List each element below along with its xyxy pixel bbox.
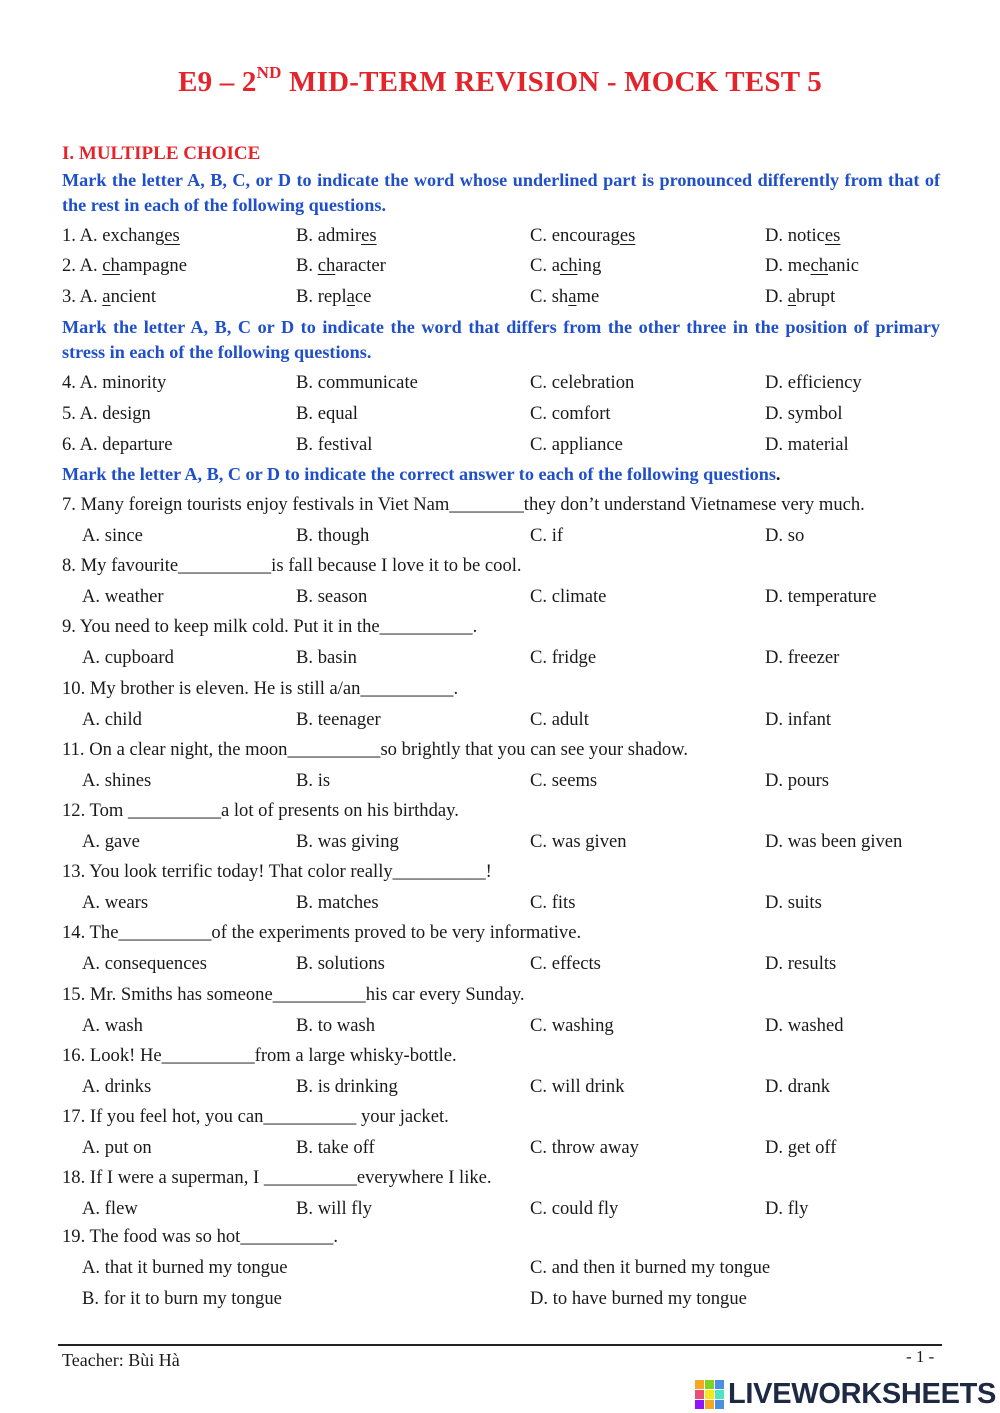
option[interactable]: B. solutions <box>296 953 385 974</box>
option[interactable]: D. material <box>765 434 849 455</box>
option[interactable]: C. could fly <box>530 1198 619 1219</box>
question-row <box>62 430 962 460</box>
option[interactable]: D. so <box>765 525 805 546</box>
question-row <box>62 827 962 857</box>
question-row <box>62 1194 962 1224</box>
option[interactable]: A. wash <box>82 1015 143 1036</box>
option[interactable]: C. effects <box>530 953 601 974</box>
option[interactable]: C. adult <box>530 709 589 730</box>
option[interactable]: B. admires <box>296 225 377 246</box>
option[interactable]: D. results <box>765 953 837 974</box>
option[interactable]: B. festival <box>296 434 373 455</box>
option[interactable]: C. shame <box>530 286 600 307</box>
question-stem: 13. You look terrific today! That color really__________! <box>62 861 492 882</box>
question-stem: 17. If you feel hot, you can__________ your jacket. <box>62 1106 449 1127</box>
option[interactable]: D. pours <box>765 770 830 791</box>
option[interactable]: C. fits <box>530 892 576 913</box>
option[interactable]: C. throw away <box>530 1137 639 1158</box>
option[interactable]: C. comfort <box>530 403 611 424</box>
question-row <box>62 221 962 251</box>
logo-text: LIVEWORKSHEETS <box>728 1377 997 1410</box>
page-title: E9 – 2ND MID-TERM REVISION - MOCK TEST 5 <box>178 63 822 98</box>
option[interactable]: B. though <box>296 525 370 546</box>
option[interactable]: D. get off <box>765 1137 837 1158</box>
question-row <box>62 282 962 312</box>
option[interactable]: A. shines <box>82 770 152 791</box>
question-row <box>62 705 962 735</box>
option[interactable]: B. for it to burn my tongue <box>82 1288 282 1309</box>
question-stem: 16. Look! He__________from a large whisky-bottle. <box>62 1045 457 1066</box>
option[interactable]: A. since <box>82 525 143 546</box>
option[interactable]: B. is drinking <box>296 1076 398 1097</box>
option[interactable]: C. celebration <box>530 372 635 393</box>
option[interactable]: D. symbol <box>765 403 843 424</box>
question-row <box>62 1072 962 1102</box>
option[interactable]: B. season <box>296 586 368 607</box>
option[interactable]: B. was giving <box>296 831 399 852</box>
option[interactable]: B. basin <box>296 647 357 668</box>
question-stem: 11. On a clear night, the moon__________so brightly that you can see your shadow. <box>62 739 689 760</box>
option[interactable]: C. was given <box>530 831 627 852</box>
option[interactable]: A. wears <box>82 892 149 913</box>
option[interactable]: 5. A. design <box>62 403 151 424</box>
option[interactable]: 4. A. minority <box>62 372 167 393</box>
option[interactable]: A. gave <box>82 831 140 852</box>
question-row <box>62 368 962 398</box>
question-row <box>62 643 962 673</box>
option[interactable]: 1. A. exchanges <box>62 225 180 246</box>
option[interactable]: D. fly <box>765 1198 809 1219</box>
option[interactable]: D. notices <box>765 225 841 246</box>
question-stem: 14. The__________of the experiments proved to be very informative. <box>62 922 582 943</box>
option[interactable]: C. encourages <box>530 225 636 246</box>
option[interactable]: B. is <box>296 770 331 791</box>
option[interactable]: D. to have burned my tongue <box>530 1288 747 1309</box>
option[interactable]: A. flew <box>82 1198 138 1219</box>
question-row <box>62 949 962 979</box>
question-stem: 18. If I were a superman, I __________everywhere I like. <box>62 1167 492 1188</box>
question-stem: 12. Tom __________a lot of presents on his birthday. <box>62 800 459 821</box>
option[interactable]: C. washing <box>530 1015 614 1036</box>
question-stem: 15. Mr. Smiths has someone__________his car every Sunday. <box>62 984 525 1005</box>
question-stem: 8. My favourite__________is fall because I love it to be cool. <box>62 555 522 576</box>
instruction-stress: Mark the letter A, B, C or D to indicate the word that differs from the other three in the position of primary stress in each of the following questions. <box>62 317 940 362</box>
question-row <box>62 766 962 796</box>
question-row <box>62 1284 962 1314</box>
option[interactable]: C. climate <box>530 586 607 607</box>
option[interactable]: B. communicate <box>296 372 418 393</box>
option[interactable]: D. infant <box>765 709 832 730</box>
option[interactable]: C. seems <box>530 770 598 791</box>
option[interactable]: A. weather <box>82 586 164 607</box>
question-row <box>62 251 962 281</box>
option[interactable]: D. abrupt <box>765 286 836 307</box>
option[interactable]: D. freezer <box>765 647 840 668</box>
question-row <box>62 888 962 918</box>
question-row <box>62 1011 962 1041</box>
question-stem: 7. Many foreign tourists enjoy festivals in Viet Nam________they don’t understand Vietnamese very much. <box>62 494 865 515</box>
option[interactable]: D. efficiency <box>765 372 862 393</box>
option[interactable]: 6. A. departure <box>62 434 173 455</box>
option[interactable]: C. appliance <box>530 434 623 455</box>
option[interactable]: C. fridge <box>530 647 597 668</box>
option[interactable]: C. aching <box>530 255 602 276</box>
option[interactable]: A. drinks <box>82 1076 152 1097</box>
option[interactable]: A. put on <box>82 1137 152 1158</box>
option[interactable]: B. to wash <box>296 1015 376 1036</box>
option[interactable]: B. matches <box>296 892 379 913</box>
section-heading: I. MULTIPLE CHOICE <box>62 143 261 164</box>
option[interactable]: A. child <box>82 709 142 730</box>
question-stem: 9. You need to keep milk cold. Put it in the__________. <box>62 616 478 637</box>
option[interactable]: A. consequences <box>82 953 207 974</box>
option[interactable]: B. equal <box>296 403 358 424</box>
option[interactable]: D. mechanic <box>765 255 859 276</box>
question-row <box>62 1133 962 1163</box>
question-row <box>62 582 962 612</box>
question-stem: 19. The food was so hot__________. <box>62 1226 338 1247</box>
option[interactable]: B. character <box>296 255 386 276</box>
question-row <box>62 399 962 429</box>
option[interactable]: D. washed <box>765 1015 844 1036</box>
logo-mark-icon <box>695 1380 724 1409</box>
option[interactable]: C. will drink <box>530 1076 625 1097</box>
instruction-correct-answer: Mark the letter A, B, C or D to indicate the correct answer to each of the following questions. <box>62 464 781 484</box>
option[interactable]: D. temperature <box>765 586 877 607</box>
option[interactable]: B. will fly <box>296 1198 372 1219</box>
option[interactable]: D. suits <box>765 892 822 913</box>
question-row <box>62 1253 962 1283</box>
option[interactable]: A. that it burned my tongue <box>82 1257 288 1278</box>
teacher-name: Teacher: Bùi Hà <box>62 1350 180 1370</box>
liveworksheets-logo <box>695 1378 996 1410</box>
option[interactable]: B. replace <box>296 286 372 307</box>
option[interactable]: B. take off <box>296 1137 375 1158</box>
instruction-pronunciation: Mark the letter A, B, C, or D to indicate the word whose underlined part is pronounced differently from that of the rest in each of the following questions. <box>62 170 940 215</box>
footer-divider <box>58 1344 942 1346</box>
option[interactable]: C. and then it burned my tongue <box>530 1257 771 1278</box>
question-row <box>62 521 962 551</box>
option[interactable]: 3. A. ancient <box>62 286 156 307</box>
page-number: - 1 - <box>906 1347 935 1366</box>
option[interactable]: B. teenager <box>296 709 381 730</box>
option[interactable]: A. cupboard <box>82 647 174 668</box>
option[interactable]: D. was been given <box>765 831 903 852</box>
option[interactable]: 2. A. champagne <box>62 255 187 276</box>
option[interactable]: C. if <box>530 525 564 546</box>
question-stem: 10. My brother is eleven. He is still a/an__________. <box>62 678 459 699</box>
option[interactable]: D. drank <box>765 1076 831 1097</box>
